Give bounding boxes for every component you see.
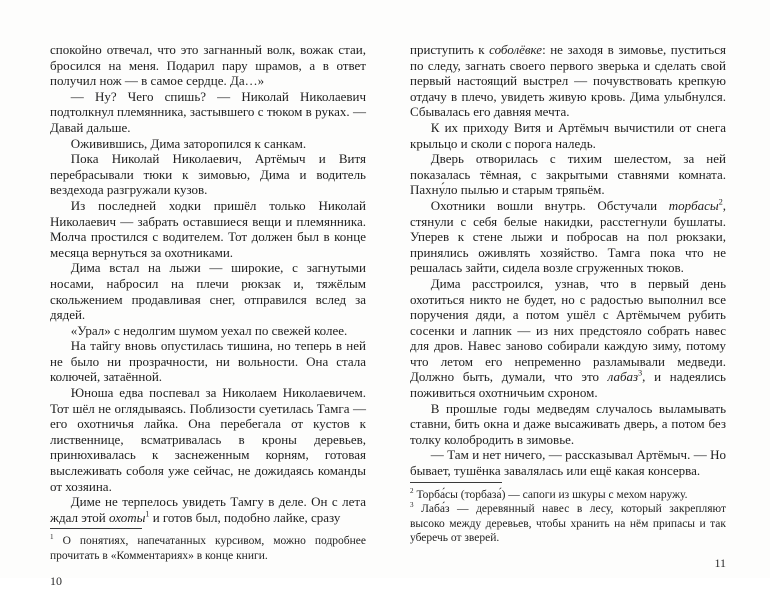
footnote-list — [50, 534, 366, 563]
footnote: $^1$ О понятиях, напечатанных курсивом, можно подробнее прочитать в «Комментариях» в конце книги. — [50, 533, 367, 562]
paragraph: — Там и нет ничего, — рассказывал Артёмыч. — Но бывает, тушёнка завалялась или ещё какая консерва. — [410, 447, 726, 479]
paragraph: «Урал» с недолгим шумом уехал по свежей колее. — [70, 322, 348, 338]
paragraph: Дверь отворилась с тихим шелестом, за ней показалась тёмная, с закрытыми ставнями комната. Пахну́ло пылью и старым тряпьём. — [410, 151, 726, 198]
paragraph: Пока Николай Николаевич, Артёмыч и Витя перебрасывали тюки к зимовью, Дима и водитель вездехода разгружали кузов. — [50, 151, 366, 198]
paragraph: К их приходу Витя и Артёмыч вычистили от снега крыльцо и сколи с порога наледь. — [410, 119, 726, 151]
paragraph: Юноша едва поспевал за Николаем Николаевичем. Тот шёл не оглядываясь. Поблизости суетилась Тамга — его охотничья лайка. Она перебегала от кустов к лиственнице, всматривалась в кроны деревьев, принюхивалась к заснеженным корням, готовая выслеживать соболя уже сейчас, не дожидаясь команды от хозяина. — [50, 385, 366, 494]
page-number: 10 — [50, 573, 62, 588]
book-page-right — [410, 0, 726, 578]
paragraph: Дима расстроился, узнав, что в первый день охотиться никто не будет, но с радостью выполнил все поручения дяди, а потом ушёл с Артёмычем рубить сосенки и лапник — из них предстояло собрать навес для дров. Навес заново собирали каждую зиму, потому что летом его непременно разламывали медведи. Должно быть, думали, что это лабаз$^3$, и надеялись поживиться охотничьим схроном. — [410, 275, 726, 401]
page-number: 11 — [714, 556, 726, 570]
footnote-list — [410, 488, 726, 546]
paragraph: На тайгу вновь опустилась тишина, но теперь в ней не было ни прозрачности, ни вольности. Она стала колючей, затаённой. — [50, 338, 366, 385]
footnote: $^3$ Лаба́з — деревянный навес в лесу, который закрепляют высоко между деревьев, чтобы хранить на нём припасы и так уберечь от зверей. — [410, 501, 727, 545]
paragraph: Оживившись, Дима заторопился к санкам. — [70, 135, 307, 151]
page-text — [50, 42, 366, 525]
paragraph: В прошлые годы медведям случалось выламывать ставни, бить окна и даже высаживать дверь, а потом без толку колобродить в зимовье. — [410, 400, 726, 447]
paragraph: Из последней ходки пришёл только Николай Николаевич — забрать оставшиеся вещи и племянника. Молча простился с водителем. Тот должен был в конце месяца вернуться за охотниками. — [50, 197, 366, 260]
paragraph: Охотники вошли внутрь. Обстучали торбасы$^2$, стянули с себя белые накидки, расстегнули бушлаты. Уперев к стене лыжи и побросав на пол рюкзаки, принялись оживлять хозяйство. Тамга пока что не решалась зайти, сидела возле сгруженных тюков. — [410, 197, 726, 276]
footnote-separator — [410, 482, 502, 483]
book-page-left — [50, 0, 367, 588]
footnote: $^2$ Торба́сы (торбаза́) — сапоги из шкуры с мехом наружу. — [410, 486, 688, 501]
footnote-separator — [50, 528, 142, 529]
paragraph: — Ну? Чего спишь? — Николай Николаевич подтолкнул племянника, застывшего с тюком в руках. — Давай дальше. — [50, 88, 366, 135]
paragraph: Дима встал на лыжи — широкие, с загнутыми носами, набросил на плечи рюкзак и, тяжёлым скольжением продавливая снег, отправился вслед за дядей. — [50, 260, 366, 323]
paragraph: спокойно отвечал, что это загнанный волк, вожак стаи, бросился на меня. Подарил пару шрамов, а в ответ получил нож — в самое сердце. Да…» — [50, 42, 366, 89]
footnote-area — [410, 479, 726, 587]
page-text — [410, 42, 726, 479]
paragraph: Диме не терпелось увидеть Тамгу в деле. Он с лета ждал этой охоты$^1$ и готов был, подобно лайке, сразу — [50, 494, 366, 525]
paragraph: приступить к соболёвке: не заходя в зимовье, пуститься по следу, загнать своего первого зверька и сделать свой первый настоящий выстрел — почувствовать крепкую отдачу в плечо, увидеть живую кровь. Дима улыбнулся. Сбывалась его давняя мечта. — [410, 42, 726, 120]
footnote-area — [50, 525, 366, 604]
